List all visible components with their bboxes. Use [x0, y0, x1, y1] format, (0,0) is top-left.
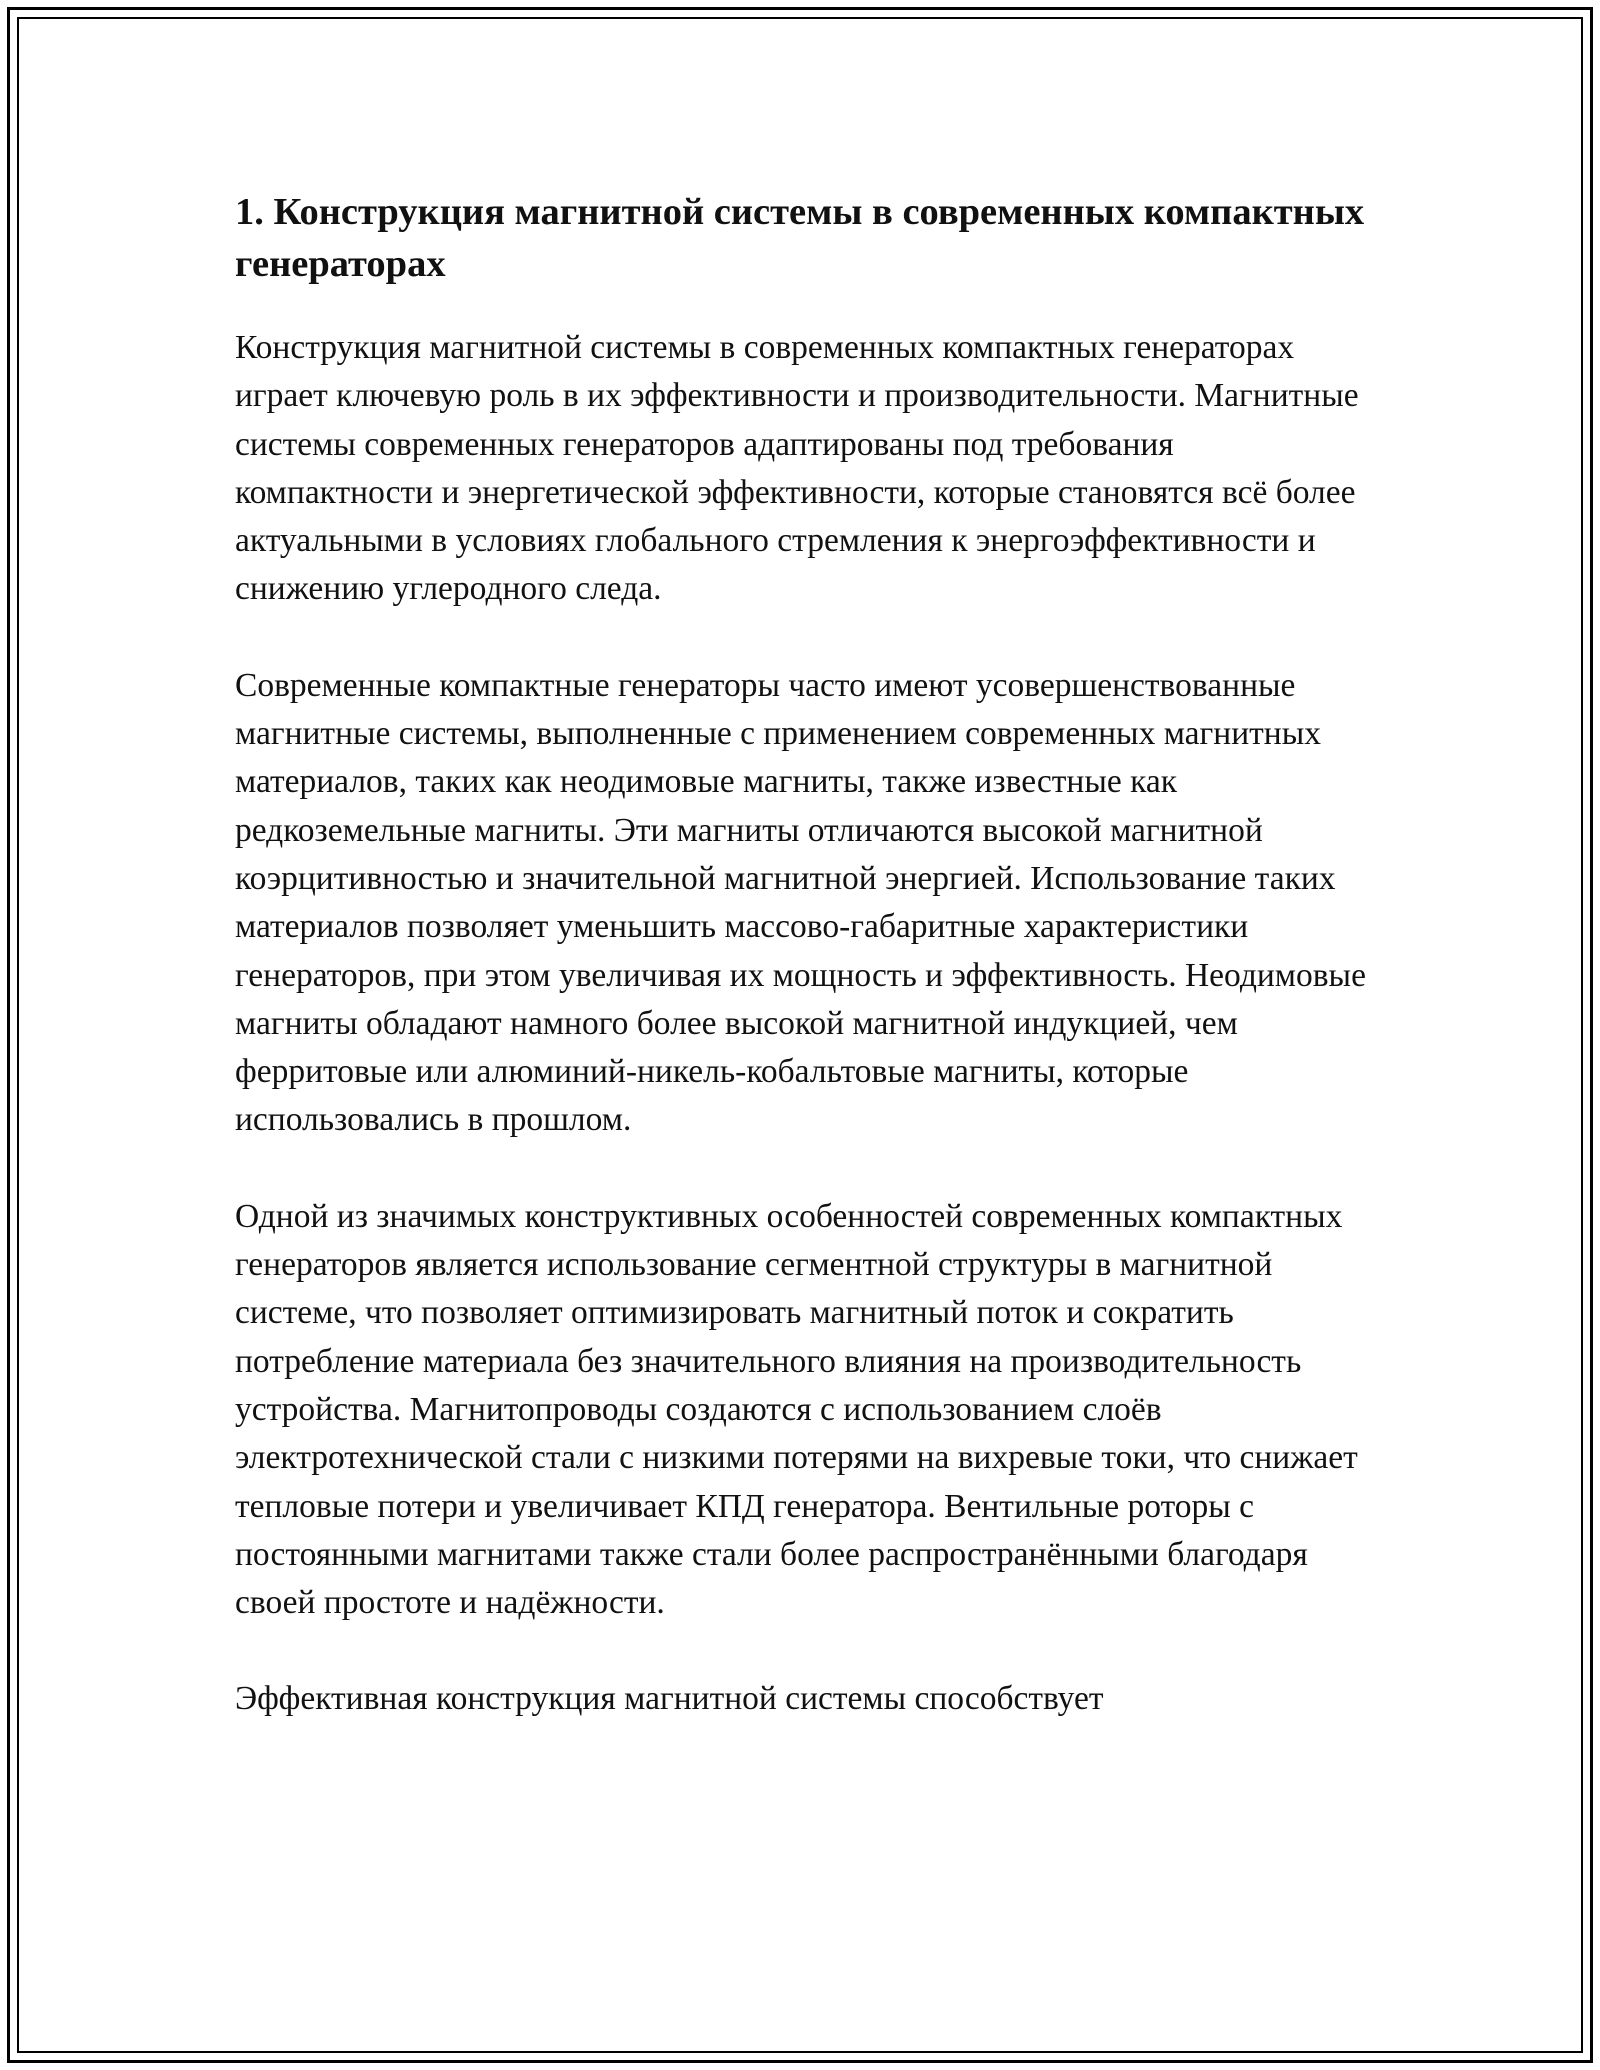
paragraph-1: Конструкция магнитной системы в современных компактных генераторах играет ключевую роль в их эффективности и производительности. Магнитные системы современных генераторов адаптированы под требования компактности и энергетической эффективности, которые становятся всё более актуальными в условиях глобального стремления к энергоэффективности и снижению углеродного следа. — [235, 329, 1359, 608]
section-heading: 1. Конструкция магнитной системы в современных компактных генераторах — [235, 191, 1365, 285]
document-body — [235, 186, 1370, 1772]
paragraph-4: Эффективная конструкция магнитной системы способствует — [235, 1680, 1104, 1718]
paragraph-3: Одной из значимых конструктивных особенностей современных компактных генераторов является использование сегментной структуры в магнитной системе, что позволяет оптимизировать магнитный поток и сократить потребление материала без значительного влияния на производительность устройства. Магнитопроводы создаются с использованием слоёв электротехнической стали с низкими потерями на вихревые токи, что снижает тепловые потери и увеличивает КПД генератора. Вентильные роторы с постоянными магнитами также стали более распространёнными благодаря своей простоте и надёжности. — [235, 1197, 1358, 1622]
paragraph-2: Современные компактные генераторы часто имеют усовершенствованные магнитные системы, выполненные с применением современных магнитных материалов, таких как неодимовые магниты, также известные как редкоземельные магниты. Эти магниты отличаются высокой магнитной коэрцитивностью и значительной магнитной энергией. Использование таких материалов позволяет уменьшить массово-габаритные характеристики генераторов, при этом увеличивая их мощность и эффективность. Неодимовые магниты обладают намного более высокой магнитной индукцией, чем ферритовые или алюминий-никель-кобальтовые магниты, которые использовались в прошлом. — [235, 666, 1366, 1139]
